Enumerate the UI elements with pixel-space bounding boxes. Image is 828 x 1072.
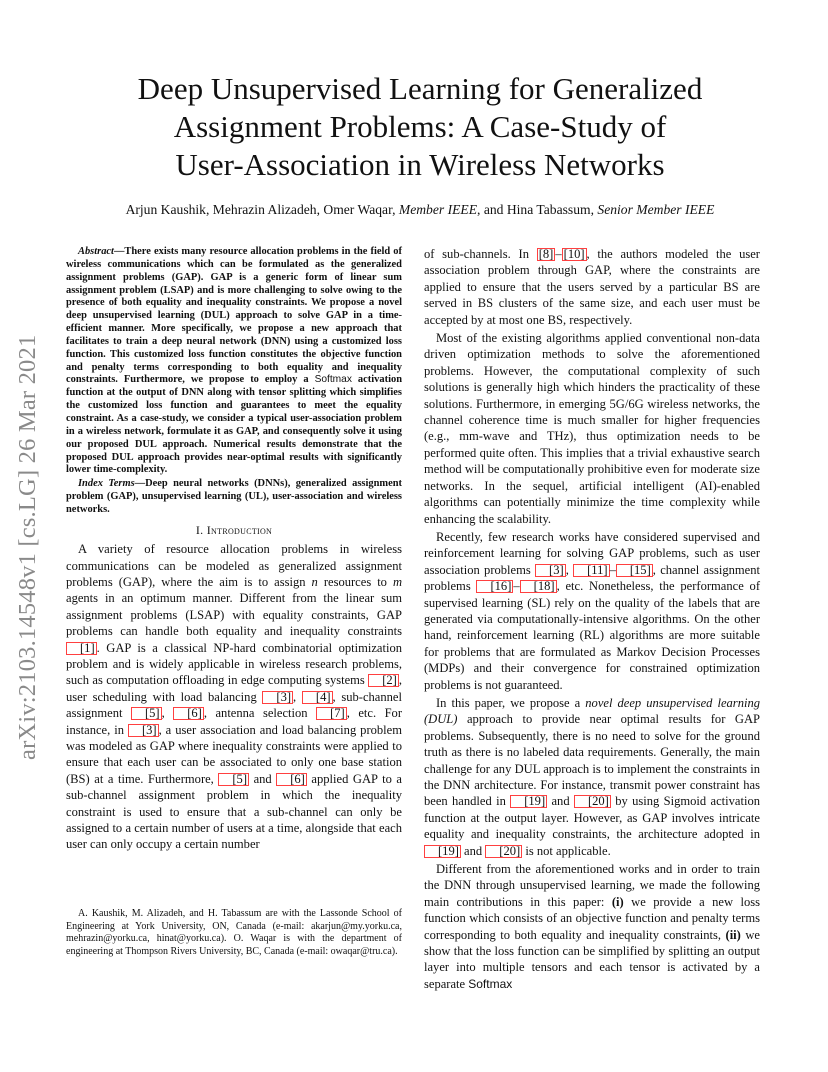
section-number: I. <box>195 522 207 537</box>
text-run: is not applicable. <box>522 843 611 858</box>
title-line: User-Association in Wireless Networks <box>175 147 665 182</box>
citation-link[interactable]: [11] <box>573 564 609 577</box>
text-run: applied GAP to a sub-channel assignment problem in which the inequality constraint is used to ensure that a sub-channel can only be assigned to a certain number of users at a time, alongside that each user can only occupy a certain number <box>66 771 402 852</box>
citation-link[interactable]: [7] <box>316 707 347 720</box>
text-run: agents in an optimum manner. Different from the linear sum assignment problems (LSAP) with equality constraints, GAP problems can handle both equality and inequality constraints <box>66 591 402 639</box>
index-terms-text: —Deep neural networks (DNNs), generalized assignment problem (GAP), unsupervised learning (UL), user-association and wireless networks. <box>66 478 402 515</box>
math-var: n <box>311 574 318 589</box>
left-column <box>66 246 402 853</box>
text-run: Recently, few research works have considered supervised and reinforcement learning for solving GAP problems, such as user association problems <box>424 529 760 577</box>
intro-paragraph <box>424 695 760 859</box>
text-run: – <box>609 562 616 577</box>
citation-link[interactable]: [5] <box>131 707 162 720</box>
citation-link[interactable]: [20] <box>485 845 522 858</box>
index-terms <box>66 478 402 517</box>
citation-link[interactable]: [8] <box>538 247 554 261</box>
citation-link[interactable]: [6] <box>173 707 204 720</box>
text-run: , channel assignment problems <box>424 562 760 594</box>
list-marker: (ii) <box>725 927 741 942</box>
text-run: approach to provide near optimal results for GAP problems. Subsequently, there is no need to solve for the ground truth as there is no labeled data requirements. Generally, the main challenge for any DUL approach is to implement the constraints in the DNN architecture. For instance, transmit power constraint has been handled in <box>424 712 760 809</box>
list-marker: (i) <box>611 894 624 909</box>
text-run: by using Sigmoid activation function at the output layer. However, as GAP involves intricate equality and inequality constraints, the architecture adopted in <box>424 794 760 842</box>
abstract-label: Abstract <box>78 246 114 257</box>
citation-link[interactable]: [19] <box>424 845 461 858</box>
text-run: – <box>513 579 520 594</box>
author-list <box>60 202 780 218</box>
softmax-term: Softmax <box>468 976 513 991</box>
text-run: , user scheduling with load balancing <box>66 673 402 704</box>
text-run: , a user association and load balancing problem was modeled as GAP where inequality constraints were applied to ensure that each user can be associated to only one base station (BS) at a time. Furthermore, <box>66 722 402 786</box>
citation-link[interactable]: [3] <box>128 724 159 737</box>
text-run: and <box>460 843 486 858</box>
citation-link[interactable]: [18] <box>520 580 557 593</box>
abstract <box>66 246 402 477</box>
text-run: we show that the loss function can be simplified by splitting an output layer into multiple tensors and each tensor is activated by a separate <box>424 927 760 991</box>
intro-paragraph <box>424 861 760 992</box>
text-run: , <box>565 562 574 577</box>
intro-paragraph-continued <box>424 246 760 328</box>
citation-link[interactable]: [3] <box>535 564 566 577</box>
citation-link[interactable]: [1] <box>66 642 97 655</box>
title-line: Assignment Problems: A Case-Study of <box>173 109 667 144</box>
author-names: Arjun Kaushik, Mehrazin Alizadeh, Omer Waqar, <box>125 202 399 217</box>
text-run: , <box>161 706 174 721</box>
intro-paragraph <box>66 541 402 853</box>
citation-link[interactable]: [5] <box>218 773 249 786</box>
emphasis: novel deep unsupervised learning (DUL) <box>424 695 760 727</box>
citation-link[interactable]: [15] <box>616 564 653 577</box>
text-run: In this paper, we propose a <box>436 695 586 710</box>
abstract-text: activation function at the output of DNN along with tensor splitting which simplifies the customized loss function and guarantees to meet the equality constraint. As a case-study, we consider a typical user-association problem in a wireless network, formulate it as GAP, and consequently solve it using our proposed DUL approach. Numerical results demonstrate that the proposed DUL approach provides near-optimal results with significantly lower time-complexity. <box>66 374 402 476</box>
intro-paragraph: Most of the existing algorithms applied conventional non-data driven optimization methods to solve the aforementioned problems. However, the computational complexity of such solutions is generally high which hinders the practicality of these solutions. Furthermore, in emerging 5G/6G wireless networks, the channel coherence time is much smaller for higher frequencies (e.g., mm-wave and THz), thus optimization needs to be performed quite often. This implies that a trivial exhaustive search method will be computationally prohibitive even for moderate size networks. In the sequel, artificial intelligent (AI)-enabled algorithms can potentially minimize the time complexity while enhancing the scalability. <box>424 331 760 526</box>
text-run: and <box>547 794 574 809</box>
author-names-tail: , and Hina Tabassum, <box>477 202 598 217</box>
citation-link[interactable]: [10] <box>563 247 585 261</box>
section-heading <box>66 522 402 538</box>
softmax-term: Softmax <box>314 374 352 386</box>
text-run: we provide a new loss function which consists of an objective function and penalty terms corresponding to both equality and inequality constraints, <box>424 894 760 942</box>
text-run: , antenna selection <box>203 706 317 721</box>
citation-link[interactable]: [3] <box>262 691 293 704</box>
author-membership: Member IEEE <box>398 202 478 217</box>
author-affiliation-footnote: A. Kaushik, M. Alizadeh, and H. Tabassum are with the Lassonde School of Engineering at York University, ON, Canada (e-mail: akarjun@my.yorku.ca, mehrazin@yorku.ca, hinat@yorku.ca). O. Waqar is with the department of engineering at Thompson Rivers University, BC, Canada (e-mail: owaqar@tru.ca). <box>66 908 402 957</box>
citation-link[interactable]: [2] <box>368 674 399 687</box>
author-senior-membership: Senior Member IEEE <box>597 202 715 217</box>
text-run: . GAP is a classical NP-hard combinatorial optimization problem and is widely applicable in wireless research problems, such as computation offloading in edge computing systems <box>66 640 402 688</box>
text-run: , etc. For instance, in <box>66 706 402 737</box>
abstract-text: —There exists many resource allocation problems in the field of wireless communications which can be formulated as the generalized assignment problems (GAP). GAP is a generic form of linear sum assignment problem (LSAP) and is more challenging to solve owing to the presence of both equality and inequality constraints. We propose a novel deep unsupervised learning (DUL) approach to solve GAP in a time-efficient manner. More specifically, we propose a new approach that facilitates to train a deep neural network (DNN) using a customized loss function. This customized loss function constitutes the objective function and penalty terms corresponding to both equality and inequality constraints. Furthermore, we propose to employ a <box>66 246 402 386</box>
intro-paragraph <box>424 529 760 693</box>
arxiv-identifier: arXiv:2103.14548v1 [cs.LG] 26 Mar 2021 <box>14 334 41 760</box>
paper-title <box>70 70 770 184</box>
citation-link[interactable]: [20] <box>574 795 611 808</box>
text-run: – <box>555 247 562 261</box>
citation-link[interactable]: [19] <box>510 795 547 808</box>
right-column <box>424 246 760 992</box>
text-run: Different from the aforementioned works and in order to train the DNN through unsupervised learning, we made the following main contributions in this paper: <box>424 862 760 909</box>
text-run: , <box>293 689 302 704</box>
title-line: Deep Unsupervised Learning for Generalized <box>137 71 703 106</box>
section-title: Introduction <box>206 522 273 537</box>
math-var: m <box>392 574 403 589</box>
text-run: A variety of resource allocation problems in wireless communications can be modeled as generalized assignment problems (GAP), where the aim is to assign <box>66 542 402 589</box>
text-run: and <box>249 771 277 786</box>
text-run: , sub-channel assignment <box>66 689 402 721</box>
text-run: resources to <box>317 574 393 589</box>
text-run: , etc. Nonetheless, the performance of supervised learning (SL) rely on the quality of the labels that are generated via computationally-intensive algorithms. On the other hand, reinforcement learning (RL) algorithms are more suitable for problems that are formulated as Markov Decision Processes (MDPs) and their convergence for constrained optimization problems is not guaranteed. <box>424 579 760 692</box>
citation-link[interactable]: [6] <box>276 773 307 786</box>
citation-link[interactable]: [4] <box>302 691 333 704</box>
citation-link[interactable]: [16] <box>476 580 513 593</box>
text-run: , the authors modeled the user association problem through GAP, where the constraints are applied to ensure that the users served by a particular BS are served in BS clusters of the same size, and each user must be accepted by at most one BS, respectively. <box>424 247 760 327</box>
text-run: of sub-channels. In <box>424 247 537 261</box>
index-terms-label: Index Terms <box>78 478 135 490</box>
